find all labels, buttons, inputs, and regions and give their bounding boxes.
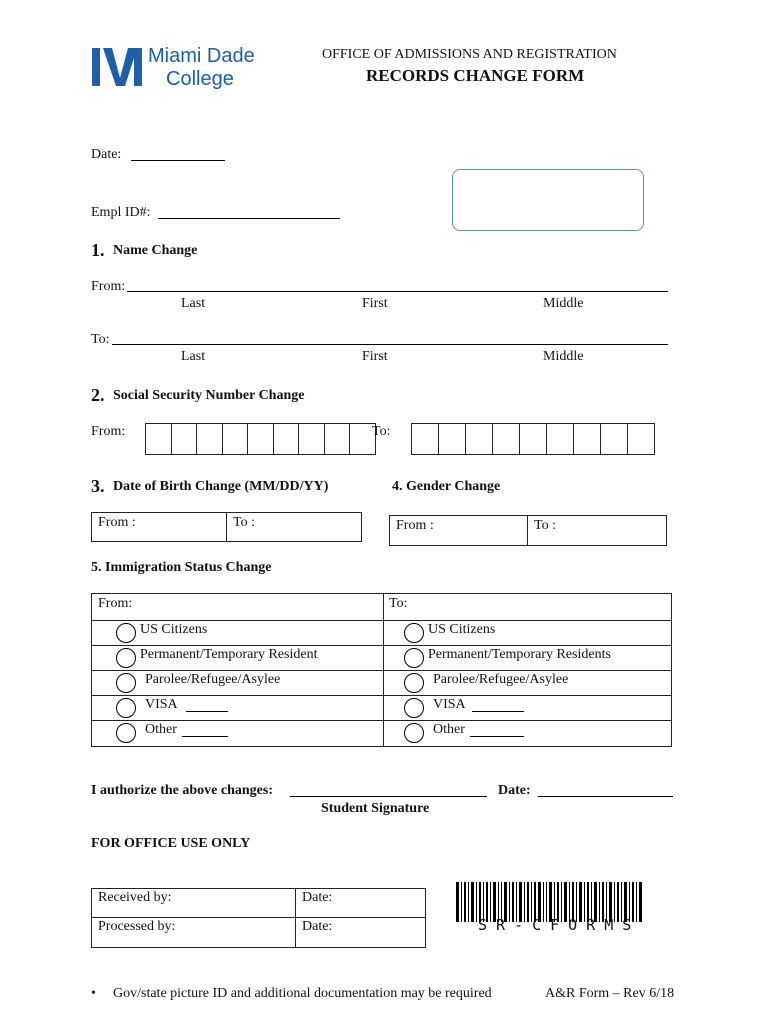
from-option-label: Parolee/Refugee/Asylee	[145, 672, 281, 687]
office-stamp-box[interactable]	[452, 169, 644, 231]
name-from-field[interactable]	[127, 291, 668, 292]
from-option-label: Permanent/Temporary Resident	[140, 647, 318, 662]
name-from-middle-caption: Middle	[543, 296, 584, 311]
immigration-from-label: From:	[98, 596, 133, 611]
section2-number: 2.	[91, 385, 105, 405]
received-by-field[interactable]: Received by:	[98, 890, 172, 905]
name-to-middle-caption: Middle	[543, 349, 584, 364]
office-heading: OFFICE OF ADMISSIONS AND REGISTRATION	[322, 47, 617, 62]
to-visa-field[interactable]	[472, 711, 524, 712]
from-visa-radio[interactable]	[116, 698, 136, 718]
date-field[interactable]	[131, 160, 225, 161]
dob-to-field[interactable]: To :	[233, 515, 255, 530]
barcode-text: SR-CFORMS	[478, 916, 641, 934]
to-option-label: VISA	[433, 697, 466, 712]
section4-title: 4. Gender Change	[392, 479, 501, 494]
empl-id-label: Empl ID#:	[91, 205, 151, 220]
to-option-label: Parolee/Refugee/Asylee	[433, 672, 569, 687]
signature-field[interactable]	[290, 796, 487, 797]
from-other-radio[interactable]	[116, 723, 136, 743]
authorize-date-label: Date:	[498, 783, 531, 798]
gender-from-field[interactable]: From :	[396, 518, 434, 533]
to-other-radio[interactable]	[404, 723, 424, 743]
authorize-label: I authorize the above changes:	[91, 783, 273, 798]
processed-by-field[interactable]: Processed by:	[98, 919, 176, 934]
to-permanent-resident-radio[interactable]	[404, 648, 424, 668]
name-from-label: From:	[91, 279, 126, 294]
ssn-from-boxes[interactable]	[145, 423, 376, 455]
from-other-field[interactable]	[182, 736, 228, 737]
section3-title: Date of Birth Change (MM/DD/YY)	[113, 479, 329, 494]
from-option-label: VISA	[145, 697, 178, 712]
ssn-to-label: To:	[372, 424, 391, 439]
college-logo-icon	[92, 44, 142, 90]
from-visa-field[interactable]	[186, 711, 228, 712]
to-visa-radio[interactable]	[404, 698, 424, 718]
date-label: Date:	[91, 147, 122, 162]
form-revision: A&R Form – Rev 6/18	[545, 986, 675, 1001]
to-other-field[interactable]	[470, 736, 524, 737]
logo	[92, 44, 262, 92]
footer-note: Gov/state picture ID and additional documentation may be required	[113, 986, 492, 1001]
ssn-to-boxes[interactable]	[411, 423, 655, 455]
name-to-label: To:	[91, 332, 110, 347]
section1-title: Name Change	[113, 243, 198, 258]
to-parolee-radio[interactable]	[404, 673, 424, 693]
form-title: RECORDS CHANGE FORM	[366, 66, 585, 85]
section2-title: Social Security Number Change	[113, 388, 305, 403]
from-us-citizens-radio[interactable]	[116, 623, 136, 643]
from-permanent-resident-radio[interactable]	[116, 648, 136, 668]
to-option-label: US Citizens	[428, 622, 496, 637]
immigration-table	[91, 593, 672, 747]
signature-caption: Student Signature	[321, 801, 430, 816]
bullet-icon: •	[91, 986, 96, 1001]
name-to-last-caption: Last	[181, 349, 206, 364]
to-us-citizens-radio[interactable]	[404, 623, 424, 643]
name-to-field[interactable]	[112, 344, 668, 345]
office-use-title: FOR OFFICE USE ONLY	[91, 836, 251, 851]
processed-date-field[interactable]: Date:	[302, 919, 333, 934]
received-date-field[interactable]: Date:	[302, 890, 333, 905]
logo-line-1: Miami Dade	[148, 45, 255, 67]
empl-id-field[interactable]	[158, 218, 340, 219]
dob-from-field[interactable]: From :	[98, 515, 136, 530]
section1-number: 1.	[91, 240, 105, 260]
section3-number: 3.	[91, 476, 105, 496]
gender-to-field[interactable]: To :	[534, 518, 556, 533]
section5-title: 5. Immigration Status Change	[91, 560, 272, 575]
authorize-date-field[interactable]	[538, 796, 673, 797]
name-from-first-caption: First	[362, 296, 388, 311]
from-option-label: Other	[145, 722, 177, 737]
immigration-to-label: To:	[389, 596, 408, 611]
ssn-from-label: From:	[91, 424, 126, 439]
from-parolee-radio[interactable]	[116, 673, 136, 693]
logo-line-2: College	[166, 68, 234, 90]
name-to-first-caption: First	[362, 349, 388, 364]
name-from-last-caption: Last	[181, 296, 206, 311]
from-option-label: US Citizens	[140, 622, 208, 637]
to-option-label: Other	[433, 722, 465, 737]
to-option-label: Permanent/Temporary Residents	[428, 647, 611, 662]
